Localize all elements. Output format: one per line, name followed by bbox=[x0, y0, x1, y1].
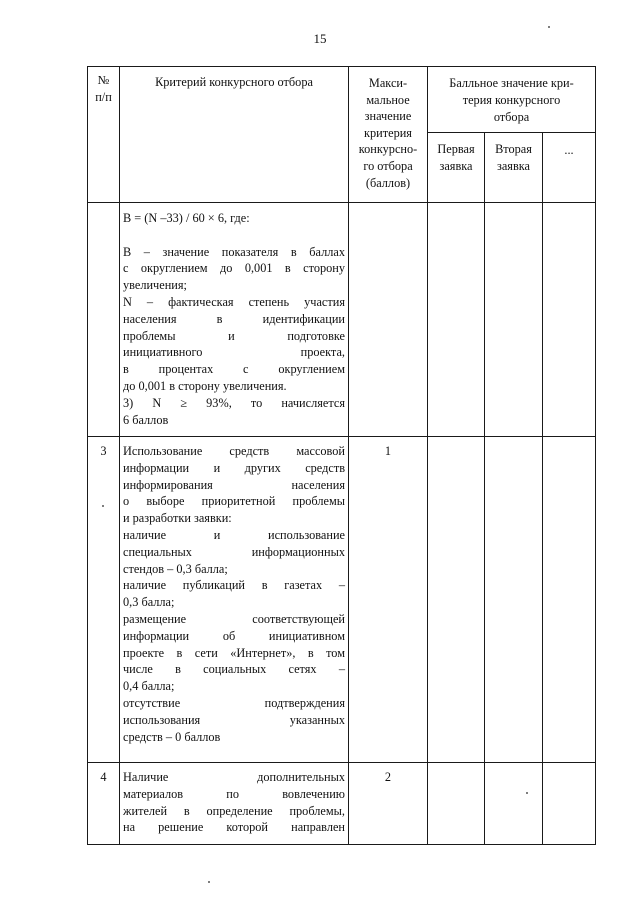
criterion-text: Использование средств массовой информации и других средств информирования населения о выборе приоритетной проблемы и разработки заявки: наличие и использование специальных информационных стендов – 0,3 балла; наличие публикаций в газетах – 0,3 балла; размещение соответствующей информации об инициативном проекте в сети «Интернет», в том числе в социальных сетях – 0,4 балла; отсутствие подтверждения использования указанных средств – 0 баллов bbox=[123, 444, 345, 744]
header-score-group: Балльное значение кри- терия конкурсного отбора bbox=[449, 76, 574, 124]
table-border-right bbox=[595, 66, 596, 845]
header-max-value: Макси- мальное значение критерия конкурсно- го отбора (баллов) bbox=[358, 76, 418, 190]
table-border-bottom bbox=[87, 844, 596, 845]
header-more-applications: ... bbox=[564, 143, 574, 157]
score-group-rule bbox=[427, 132, 596, 133]
max-value: 1 bbox=[384, 444, 392, 458]
row-rule bbox=[87, 436, 596, 437]
column-rule bbox=[484, 132, 485, 845]
header-number: № п/п bbox=[95, 73, 112, 104]
criteria-table bbox=[87, 66, 596, 845]
column-rule bbox=[119, 66, 120, 845]
row-rule bbox=[87, 762, 596, 763]
scan-speck bbox=[102, 505, 104, 507]
column-rule bbox=[542, 132, 543, 845]
scan-speck bbox=[526, 792, 528, 794]
row-number: 3 bbox=[100, 444, 107, 458]
criterion-text: Наличие дополнительных материалов по вовлечению жителей в определение проблемы, на решение которой направлен bbox=[123, 770, 345, 835]
header-second-application: Вторая заявка bbox=[495, 142, 532, 173]
scan-speck bbox=[548, 26, 550, 28]
max-value: 2 bbox=[384, 770, 392, 784]
table-border-top bbox=[87, 66, 596, 67]
row-number: 4 bbox=[100, 770, 107, 784]
column-rule bbox=[427, 66, 428, 845]
header-criterion: Критерий конкурсного отбора bbox=[155, 75, 313, 89]
header-first-application: Первая заявка bbox=[437, 142, 475, 173]
scan-speck bbox=[208, 881, 210, 883]
header-bottom-rule bbox=[87, 202, 596, 203]
page-number: 15 bbox=[313, 31, 327, 46]
criterion-text: B = (N –33) / 60 × 6, где: B – значение показателя в баллах с округлением до 0,001 в сторону увеличения; N – фактическая степень участия населения в идентификации проблемы и подготовке инициативного проекта, в процентах с округлением до 0,001 в сторону увеличения. 3) N ≥ 93%, то начисляется 6 баллов bbox=[123, 211, 345, 427]
